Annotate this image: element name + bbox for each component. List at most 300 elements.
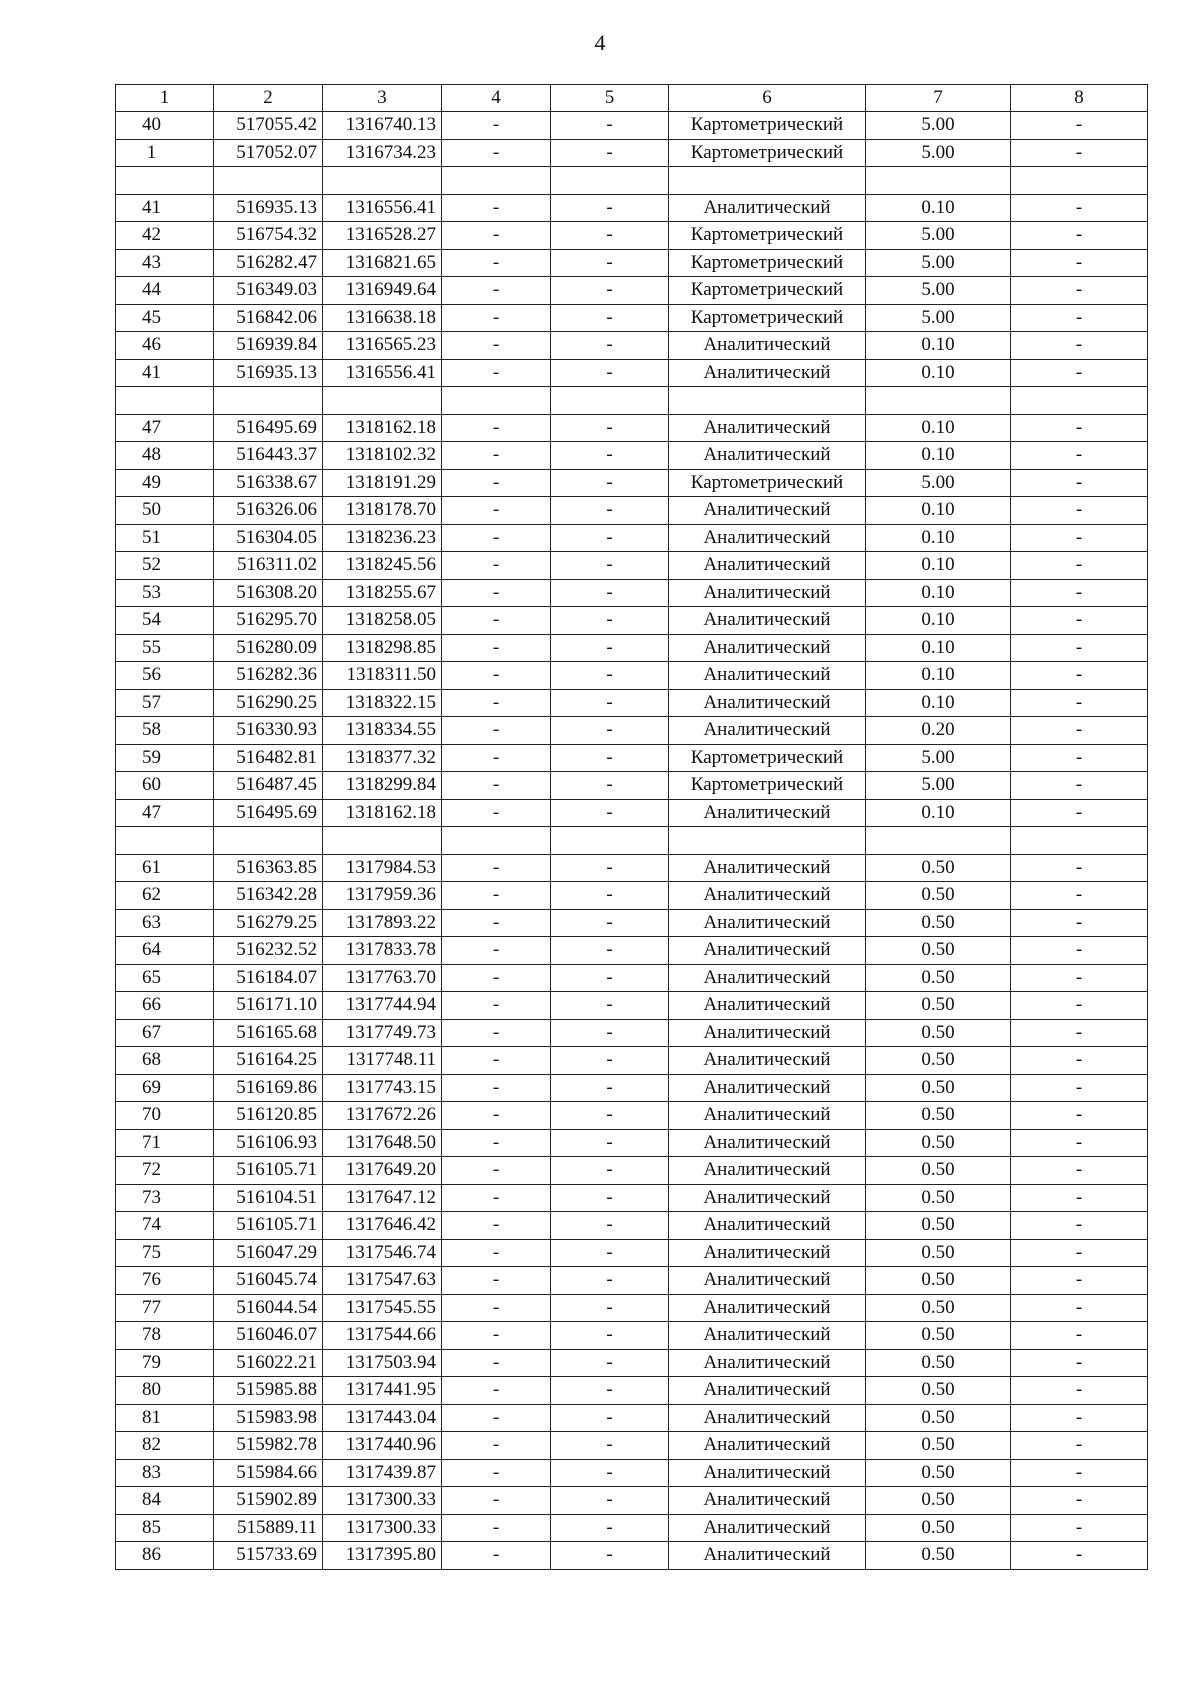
col-8-cell: - — [1011, 634, 1148, 662]
col-4-cell: - — [442, 139, 551, 167]
col-5-cell: - — [551, 744, 669, 772]
col-5-cell: - — [551, 552, 669, 580]
point-number-cell: 58 — [116, 717, 214, 745]
col-8-cell: - — [1011, 1542, 1148, 1570]
method-cell — [669, 167, 866, 195]
method-cell: Картометрический — [669, 139, 866, 167]
col-4-cell: - — [442, 112, 551, 140]
table-row — [116, 1322, 1148, 1350]
col-4-cell: - — [442, 1047, 551, 1075]
point-number-cell: 42 — [116, 222, 214, 250]
col-8-cell: - — [1011, 1377, 1148, 1405]
method-cell: Аналитический — [669, 662, 866, 690]
col-4-cell: - — [442, 744, 551, 772]
coord-y-cell: 1317503.94 — [323, 1349, 442, 1377]
coord-y-cell: 1317649.20 — [323, 1157, 442, 1185]
table-row — [116, 332, 1148, 360]
accuracy-cell — [866, 167, 1011, 195]
point-number-cell: 79 — [116, 1349, 214, 1377]
table-row — [116, 689, 1148, 717]
accuracy-cell: 5.00 — [866, 249, 1011, 277]
coord-x-cell: 516046.07 — [214, 1322, 323, 1350]
accuracy-cell: 0.10 — [866, 524, 1011, 552]
col-5-cell: - — [551, 139, 669, 167]
table-row — [116, 662, 1148, 690]
method-cell: Картометрический — [669, 469, 866, 497]
coord-y-cell: 1317544.66 — [323, 1322, 442, 1350]
point-number-cell: 71 — [116, 1129, 214, 1157]
col-5-cell: - — [551, 882, 669, 910]
page-number: 4 — [594, 30, 606, 55]
col-5-cell: - — [551, 689, 669, 717]
coord-y-cell: 1317749.73 — [323, 1019, 442, 1047]
col-4-cell: - — [442, 1487, 551, 1515]
col-4-cell: - — [442, 332, 551, 360]
coord-x-cell: 517055.42 — [214, 112, 323, 140]
col-4-cell: - — [442, 854, 551, 882]
point-number-cell: 86 — [116, 1542, 214, 1570]
point-number-cell: 50 — [116, 497, 214, 525]
col-8-cell: - — [1011, 1322, 1148, 1350]
coord-y-cell: 1318377.32 — [323, 744, 442, 772]
method-cell: Аналитический — [669, 1542, 866, 1570]
coord-x-cell: 516295.70 — [214, 607, 323, 635]
point-number-cell: 41 — [116, 194, 214, 222]
col-4-cell: - — [442, 1377, 551, 1405]
coord-y-cell: 1318311.50 — [323, 662, 442, 690]
col-5-cell: - — [551, 1019, 669, 1047]
method-cell: Аналитический — [669, 964, 866, 992]
col-8-cell: - — [1011, 414, 1148, 442]
accuracy-cell: 0.10 — [866, 799, 1011, 827]
coord-x-cell: 516495.69 — [214, 414, 323, 442]
coord-x-cell: 516935.13 — [214, 194, 323, 222]
table-row — [116, 1294, 1148, 1322]
table-row — [116, 277, 1148, 305]
point-number-cell: 74 — [116, 1212, 214, 1240]
col-5-cell: - — [551, 1487, 669, 1515]
col-4-cell: - — [442, 524, 551, 552]
table-row — [116, 799, 1148, 827]
col-5-cell: - — [551, 909, 669, 937]
coord-x-cell: 516304.05 — [214, 524, 323, 552]
point-number-cell: 40 — [116, 112, 214, 140]
col-8-cell: - — [1011, 1184, 1148, 1212]
coord-y-cell: 1316638.18 — [323, 304, 442, 332]
col-5-cell: - — [551, 717, 669, 745]
col-8-cell: - — [1011, 139, 1148, 167]
table-row — [116, 524, 1148, 552]
col-8-cell: - — [1011, 854, 1148, 882]
table-row — [116, 1377, 1148, 1405]
coord-y-cell: 1316556.41 — [323, 359, 442, 387]
point-number-cell: 84 — [116, 1487, 214, 1515]
coord-x-cell: 516349.03 — [214, 277, 323, 305]
coord-x-cell: 515889.11 — [214, 1514, 323, 1542]
method-cell: Аналитический — [669, 717, 866, 745]
col-4-cell: - — [442, 1129, 551, 1157]
table-body — [116, 112, 1148, 1570]
col-5-cell: - — [551, 1129, 669, 1157]
method-cell: Аналитический — [669, 442, 866, 470]
method-cell: Аналитический — [669, 552, 866, 580]
point-number-cell — [116, 167, 214, 195]
point-number-cell: 80 — [116, 1377, 214, 1405]
coord-y-cell: 1318162.18 — [323, 414, 442, 442]
col-5-cell: - — [551, 249, 669, 277]
accuracy-cell: 0.50 — [866, 1432, 1011, 1460]
coord-y-cell: 1317744.94 — [323, 992, 442, 1020]
coord-y-cell: 1317546.74 — [323, 1239, 442, 1267]
col-8-cell: - — [1011, 1239, 1148, 1267]
coord-x-cell: 516935.13 — [214, 359, 323, 387]
coord-y-cell: 1316528.27 — [323, 222, 442, 250]
col-8-cell: - — [1011, 799, 1148, 827]
col-4-cell: - — [442, 772, 551, 800]
method-cell: Картометрический — [669, 112, 866, 140]
point-number-cell: 70 — [116, 1102, 214, 1130]
col-5-cell: - — [551, 414, 669, 442]
method-cell: Аналитический — [669, 524, 866, 552]
col-8-cell: - — [1011, 1404, 1148, 1432]
accuracy-cell: 0.50 — [866, 1074, 1011, 1102]
col-4-cell: - — [442, 799, 551, 827]
method-cell: Аналитический — [669, 1074, 866, 1102]
col-8-cell: - — [1011, 442, 1148, 470]
accuracy-cell: 0.10 — [866, 332, 1011, 360]
col-4-cell: - — [442, 222, 551, 250]
method-cell: Аналитический — [669, 332, 866, 360]
coord-y-cell: 1317300.33 — [323, 1514, 442, 1542]
coord-x-cell: 516308.20 — [214, 579, 323, 607]
col-5-cell: - — [551, 579, 669, 607]
table-row — [116, 634, 1148, 662]
coord-x-cell: 516282.47 — [214, 249, 323, 277]
accuracy-cell: 5.00 — [866, 772, 1011, 800]
point-number-cell: 48 — [116, 442, 214, 470]
col-4-cell: - — [442, 1404, 551, 1432]
col-5-cell: - — [551, 469, 669, 497]
coord-y-cell: 1317439.87 — [323, 1459, 442, 1487]
coord-x-cell: 516482.81 — [214, 744, 323, 772]
coord-y-cell: 1318178.70 — [323, 497, 442, 525]
table-row — [116, 744, 1148, 772]
col-4-cell: - — [442, 1102, 551, 1130]
point-number-cell: 43 — [116, 249, 214, 277]
method-cell: Аналитический — [669, 992, 866, 1020]
point-number-cell — [116, 827, 214, 855]
accuracy-cell: 0.20 — [866, 717, 1011, 745]
coord-x-cell: 516311.02 — [214, 552, 323, 580]
col-4-cell: - — [442, 1432, 551, 1460]
coord-x-cell — [214, 827, 323, 855]
table-header — [116, 85, 1148, 112]
method-cell: Аналитический — [669, 1432, 866, 1460]
col-8-cell: - — [1011, 744, 1148, 772]
point-number-cell: 62 — [116, 882, 214, 910]
point-number-cell: 54 — [116, 607, 214, 635]
coord-y-cell: 1317440.96 — [323, 1432, 442, 1460]
accuracy-cell: 0.10 — [866, 579, 1011, 607]
accuracy-cell — [866, 827, 1011, 855]
col-5-cell: - — [551, 1514, 669, 1542]
method-cell: Аналитический — [669, 579, 866, 607]
coord-x-cell: 516282.36 — [214, 662, 323, 690]
method-cell: Аналитический — [669, 1322, 866, 1350]
table-row — [116, 1074, 1148, 1102]
table-row — [116, 387, 1148, 415]
coord-y-cell: 1317743.15 — [323, 1074, 442, 1102]
accuracy-cell: 0.50 — [866, 1047, 1011, 1075]
col-8-cell: - — [1011, 909, 1148, 937]
coord-y-cell — [323, 827, 442, 855]
coord-y-cell: 1317672.26 — [323, 1102, 442, 1130]
coord-x-cell — [214, 167, 323, 195]
col-8-cell: - — [1011, 882, 1148, 910]
col-4-cell: - — [442, 1267, 551, 1295]
col-4-cell: - — [442, 634, 551, 662]
coord-y-cell: 1317984.53 — [323, 854, 442, 882]
coord-x-cell: 516120.85 — [214, 1102, 323, 1130]
col-8-cell — [1011, 167, 1148, 195]
table-row — [116, 249, 1148, 277]
accuracy-cell: 0.50 — [866, 1102, 1011, 1130]
col-8-cell: - — [1011, 524, 1148, 552]
col-8-cell: - — [1011, 112, 1148, 140]
coord-y-cell: 1317833.78 — [323, 937, 442, 965]
method-cell: Аналитический — [669, 359, 866, 387]
col-4-cell — [442, 827, 551, 855]
method-cell: Аналитический — [669, 1047, 866, 1075]
accuracy-cell: 0.50 — [866, 1459, 1011, 1487]
point-number-cell: 81 — [116, 1404, 214, 1432]
method-cell: Аналитический — [669, 607, 866, 635]
coord-x-cell: 516279.25 — [214, 909, 323, 937]
col-4-cell: - — [442, 579, 551, 607]
coord-x-cell: 516290.25 — [214, 689, 323, 717]
col-5-cell — [551, 167, 669, 195]
col-8-cell: - — [1011, 277, 1148, 305]
coord-y-cell: 1318334.55 — [323, 717, 442, 745]
coord-x-cell: 515982.78 — [214, 1432, 323, 1460]
col-5-cell: - — [551, 1267, 669, 1295]
accuracy-cell: 0.50 — [866, 1157, 1011, 1185]
point-number-cell: 85 — [116, 1514, 214, 1542]
table-row — [116, 882, 1148, 910]
coord-x-cell: 516045.74 — [214, 1267, 323, 1295]
method-cell: Аналитический — [669, 194, 866, 222]
coord-x-cell: 517052.07 — [214, 139, 323, 167]
accuracy-cell: 0.10 — [866, 689, 1011, 717]
col-8-cell: - — [1011, 1129, 1148, 1157]
col-4-cell: - — [442, 662, 551, 690]
coord-y-cell: 1316734.23 — [323, 139, 442, 167]
table-row — [116, 1129, 1148, 1157]
table-row — [116, 414, 1148, 442]
col-5-cell: - — [551, 1459, 669, 1487]
col-8-cell: - — [1011, 1157, 1148, 1185]
col-4-cell: - — [442, 194, 551, 222]
col-5-cell: - — [551, 992, 669, 1020]
method-cell — [669, 387, 866, 415]
col-4-cell: - — [442, 964, 551, 992]
coord-y-cell — [323, 387, 442, 415]
coord-y-cell: 1316740.13 — [323, 112, 442, 140]
point-number-cell: 78 — [116, 1322, 214, 1350]
accuracy-cell: 0.50 — [866, 1487, 1011, 1515]
col-4-cell: - — [442, 1157, 551, 1185]
coord-x-cell: 516487.45 — [214, 772, 323, 800]
point-number-cell: 68 — [116, 1047, 214, 1075]
table-row — [116, 1404, 1148, 1432]
method-cell: Аналитический — [669, 1459, 866, 1487]
coord-y-cell: 1317441.95 — [323, 1377, 442, 1405]
table-row — [116, 304, 1148, 332]
point-number-cell: 66 — [116, 992, 214, 1020]
coord-y-cell: 1318162.18 — [323, 799, 442, 827]
coord-x-cell: 515985.88 — [214, 1377, 323, 1405]
table-row — [116, 112, 1148, 140]
coord-x-cell: 516363.85 — [214, 854, 323, 882]
accuracy-cell: 0.50 — [866, 909, 1011, 937]
accuracy-cell: 5.00 — [866, 744, 1011, 772]
accuracy-cell: 0.50 — [866, 1239, 1011, 1267]
col-4-cell: - — [442, 552, 551, 580]
point-number-cell: 46 — [116, 332, 214, 360]
point-number-cell: 56 — [116, 662, 214, 690]
col-8-cell: - — [1011, 937, 1148, 965]
col-8-cell: - — [1011, 717, 1148, 745]
table-row — [116, 1459, 1148, 1487]
col-5-cell: - — [551, 1102, 669, 1130]
col-4-cell: - — [442, 1239, 551, 1267]
col-5-cell: - — [551, 277, 669, 305]
col-4-cell: - — [442, 1184, 551, 1212]
coord-y-cell: 1318191.29 — [323, 469, 442, 497]
point-number-cell: 55 — [116, 634, 214, 662]
point-number-cell: 61 — [116, 854, 214, 882]
column-header: 3 — [323, 85, 442, 112]
col-5-cell: - — [551, 1404, 669, 1432]
point-number-cell: 73 — [116, 1184, 214, 1212]
coord-x-cell: 516105.71 — [214, 1212, 323, 1240]
column-header: 8 — [1011, 85, 1148, 112]
accuracy-cell: 0.50 — [866, 1129, 1011, 1157]
method-cell: Картометрический — [669, 222, 866, 250]
coord-y-cell: 1317300.33 — [323, 1487, 442, 1515]
col-4-cell: - — [442, 1294, 551, 1322]
table-row — [116, 1019, 1148, 1047]
col-8-cell: - — [1011, 579, 1148, 607]
col-8-cell: - — [1011, 359, 1148, 387]
accuracy-cell: 0.10 — [866, 634, 1011, 662]
table-row — [116, 772, 1148, 800]
col-8-cell: - — [1011, 1047, 1148, 1075]
accuracy-cell: 0.50 — [866, 1514, 1011, 1542]
accuracy-cell: 0.50 — [866, 1267, 1011, 1295]
col-8-cell: - — [1011, 304, 1148, 332]
accuracy-cell: 5.00 — [866, 304, 1011, 332]
coord-y-cell: 1317748.11 — [323, 1047, 442, 1075]
table-row — [116, 1047, 1148, 1075]
method-cell: Аналитический — [669, 1514, 866, 1542]
table-row — [116, 992, 1148, 1020]
method-cell: Аналитический — [669, 937, 866, 965]
col-4-cell: - — [442, 937, 551, 965]
point-number-cell: 60 — [116, 772, 214, 800]
accuracy-cell — [866, 387, 1011, 415]
col-4-cell: - — [442, 992, 551, 1020]
table-row — [116, 909, 1148, 937]
col-4-cell — [442, 387, 551, 415]
col-8-cell: - — [1011, 607, 1148, 635]
col-8-cell: - — [1011, 772, 1148, 800]
accuracy-cell: 0.10 — [866, 662, 1011, 690]
accuracy-cell: 0.50 — [866, 1377, 1011, 1405]
method-cell: Аналитический — [669, 882, 866, 910]
col-5-cell: - — [551, 772, 669, 800]
point-number-cell: 72 — [116, 1157, 214, 1185]
point-number-cell: 63 — [116, 909, 214, 937]
coord-x-cell: 515733.69 — [214, 1542, 323, 1570]
accuracy-cell: 0.50 — [866, 1019, 1011, 1047]
table-row — [116, 1212, 1148, 1240]
col-8-cell: - — [1011, 964, 1148, 992]
table-row — [116, 167, 1148, 195]
accuracy-cell: 0.50 — [866, 1184, 1011, 1212]
column-header: 7 — [866, 85, 1011, 112]
accuracy-cell: 0.50 — [866, 1404, 1011, 1432]
column-header: 5 — [551, 85, 669, 112]
col-5-cell: - — [551, 799, 669, 827]
accuracy-cell: 5.00 — [866, 139, 1011, 167]
accuracy-cell: 0.10 — [866, 442, 1011, 470]
col-8-cell: - — [1011, 1102, 1148, 1130]
coord-y-cell: 1317893.22 — [323, 909, 442, 937]
col-5-cell: - — [551, 497, 669, 525]
coord-y-cell: 1316556.41 — [323, 194, 442, 222]
col-8-cell: - — [1011, 662, 1148, 690]
col-5-cell — [551, 387, 669, 415]
coord-x-cell: 516280.09 — [214, 634, 323, 662]
col-8-cell: - — [1011, 552, 1148, 580]
method-cell: Аналитический — [669, 1184, 866, 1212]
col-8-cell: - — [1011, 222, 1148, 250]
point-number-cell: 83 — [116, 1459, 214, 1487]
coord-y-cell: 1317547.63 — [323, 1267, 442, 1295]
col-5-cell: - — [551, 964, 669, 992]
col-8-cell: - — [1011, 497, 1148, 525]
table-row — [116, 139, 1148, 167]
col-4-cell: - — [442, 277, 551, 305]
point-number-cell: 51 — [116, 524, 214, 552]
method-cell: Аналитический — [669, 1377, 866, 1405]
accuracy-cell: 0.50 — [866, 964, 1011, 992]
table-row — [116, 937, 1148, 965]
col-8-cell: - — [1011, 1294, 1148, 1322]
col-4-cell: - — [442, 1212, 551, 1240]
coord-x-cell: 516754.32 — [214, 222, 323, 250]
point-number-cell: 44 — [116, 277, 214, 305]
col-4-cell: - — [442, 909, 551, 937]
accuracy-cell: 0.10 — [866, 414, 1011, 442]
method-cell: Аналитический — [669, 1487, 866, 1515]
accuracy-cell: 0.10 — [866, 552, 1011, 580]
method-cell — [669, 827, 866, 855]
coord-x-cell: 516022.21 — [214, 1349, 323, 1377]
coord-x-cell: 516171.10 — [214, 992, 323, 1020]
point-number-cell: 69 — [116, 1074, 214, 1102]
